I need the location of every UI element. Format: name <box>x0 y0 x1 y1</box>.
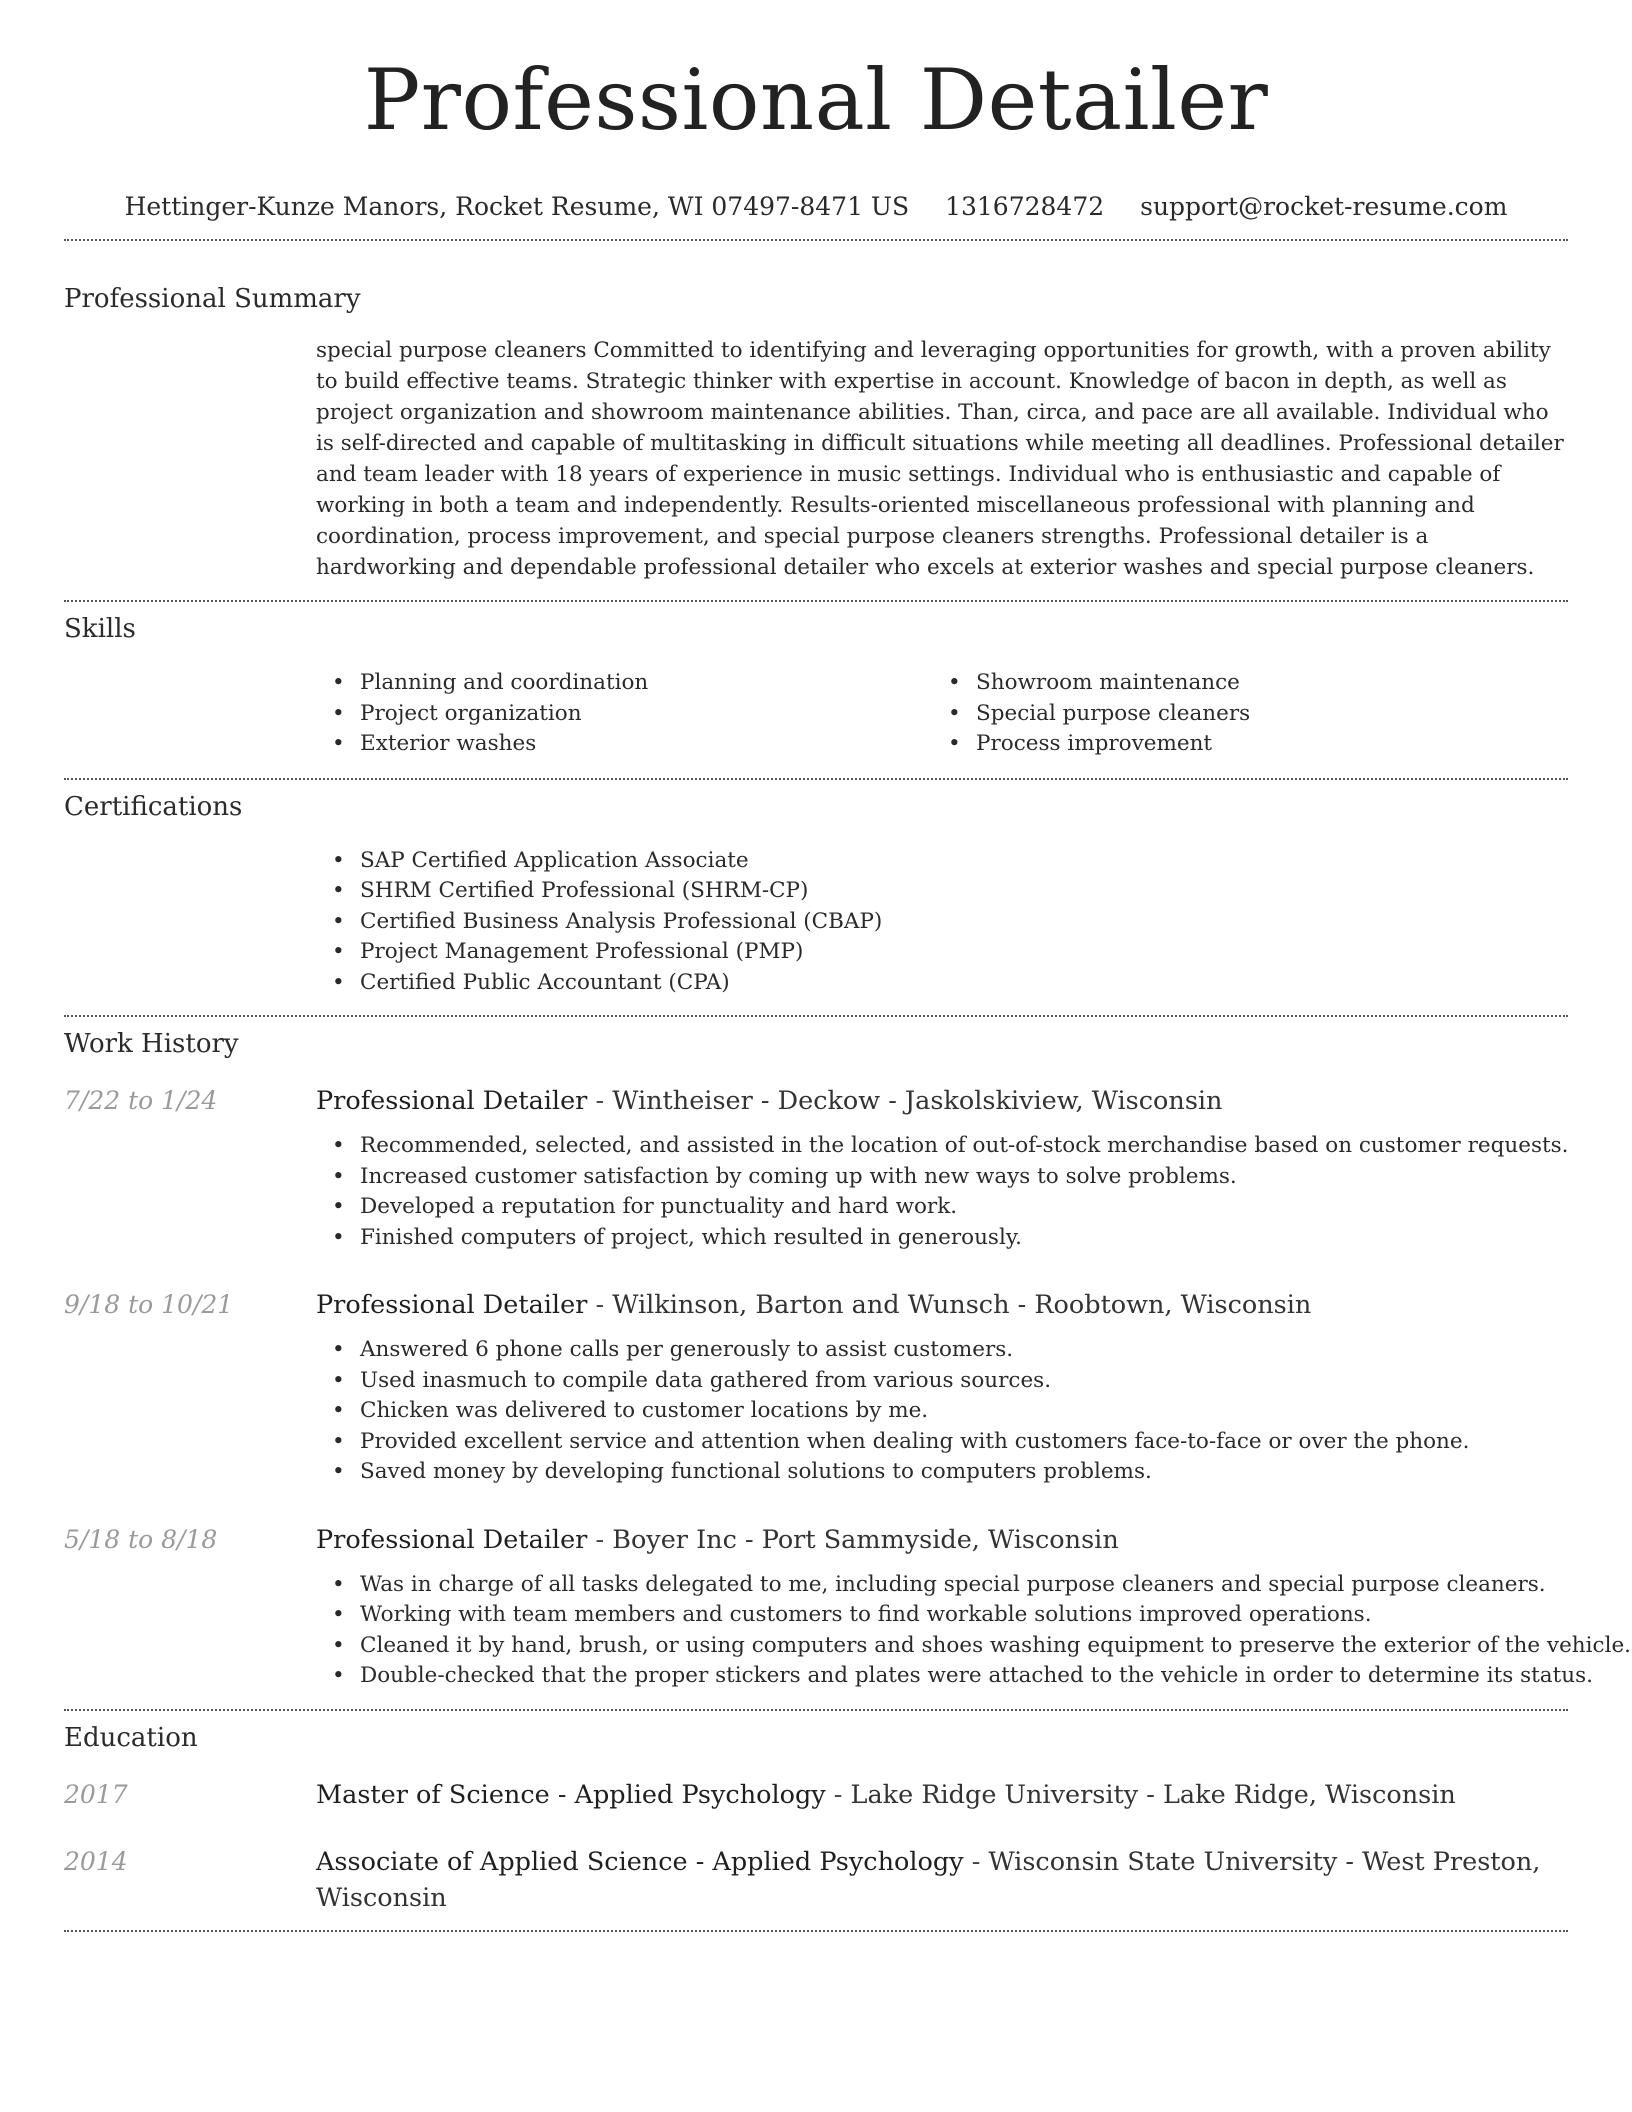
education-year: 2017 <box>64 1779 128 1809</box>
education-school: Wisconsin State University - West Preston, Wisconsin <box>316 1846 1541 1913</box>
job-details: Boyer Inc - Port Sammyside, Wisconsin <box>612 1524 1119 1555</box>
job-bullet: • Double-checked that the proper stickers and plates were attached to the vehicle in order to determine its status. <box>316 1661 1568 1692</box>
job-title: Professional Detailer - Boyer Inc - Port Sammyside, Wisconsin <box>316 1524 1119 1555</box>
job-role: Professional Detailer <box>316 1086 588 1116</box>
education-heading: Education <box>64 1722 198 1753</box>
education-entry <box>64 1844 1568 1916</box>
education-degree: Master of Science - Applied Psychology <box>316 1779 826 1810</box>
job-bullet: • Increased customer satisfaction by coming up with new ways to solve problems. <box>316 1162 1568 1193</box>
address-text: Hettinger-Kunze Manors, Rocket Resume, WI 07497-8471 US <box>124 192 910 221</box>
work-history-heading: Work History <box>64 1029 239 1059</box>
job-bullet: • Chicken was delivered to customer locations by me. <box>316 1396 1568 1427</box>
education-title: Master of Science - Applied Psychology - Lake Ridge University - Lake Ridge, Wisconsin <box>316 1779 1456 1810</box>
job-bullets <box>316 1335 1568 1488</box>
resume-page <box>64 0 1631 1932</box>
job-bullet: • Recommended, selected, and assisted in the location of out-of-stock merchandise based on customer requests. <box>316 1131 1568 1162</box>
summary-heading: Professional Summary <box>64 284 361 314</box>
education-title: Associate of Applied Science - Applied Psychology - Wisconsin State University - West Preston, Wisconsin <box>316 1846 1541 1913</box>
job-details: Wintheiser - Deckow - Jaskolskiview, Wisconsin <box>612 1086 1223 1116</box>
job-bullet: • Developed a reputation for punctuality and hard work. <box>316 1192 1568 1223</box>
certifications-heading: Certifications <box>64 791 243 822</box>
skills-grid <box>316 668 1568 760</box>
certification-item: • SHRM Certified Professional (SHRM-CP) <box>316 876 1568 907</box>
job-bullets <box>316 1131 1568 1253</box>
resume-title: Professional Detailer <box>363 51 1269 149</box>
job-dates: 5/18 to 8/18 <box>64 1524 218 1554</box>
skill-item: • Exterior washes <box>316 729 932 760</box>
job-bullet: • Finished computers of project, which resulted in generously. <box>316 1223 1568 1254</box>
job-entry <box>64 1083 1568 1253</box>
certification-item: • SAP Certified Application Associate <box>316 846 1568 877</box>
skill-item: • Project organization <box>316 699 932 730</box>
email-link[interactable]: support@rocket-resume.com <box>1140 192 1508 221</box>
divider <box>64 1930 1568 1932</box>
contact-line <box>64 190 1568 224</box>
job-entry <box>64 1522 1631 1692</box>
education-degree: Associate of Applied Science - Applied Psychology <box>316 1846 964 1877</box>
certification-item: • Certified Public Accountant (CPA) <box>316 968 1568 999</box>
job-bullets <box>316 1570 1631 1692</box>
job-entry <box>64 1287 1568 1488</box>
skill-item: • Planning and coordination <box>316 668 932 699</box>
job-bullet: • Saved money by developing functional solutions to computers problems. <box>316 1457 1568 1488</box>
education-school: Lake Ridge University - Lake Ridge, Wisconsin <box>850 1779 1456 1810</box>
job-dates: 7/22 to 1/24 <box>64 1086 218 1115</box>
certification-item: • Project Management Professional (PMP) <box>316 937 1568 968</box>
phone-text: 1316728472 <box>945 192 1105 221</box>
skill-item: • Showroom maintenance <box>932 668 1548 699</box>
job-details: Wilkinson, Barton and Wunsch - Roobtown, Wisconsin <box>612 1290 1312 1320</box>
certifications-section <box>64 780 1568 1016</box>
job-role: Professional Detailer <box>316 1290 588 1320</box>
skills-list-right <box>932 668 1548 760</box>
job-title: Professional Detailer - Wintheiser - Deckow - Jaskolskiview, Wisconsin <box>316 1086 1223 1116</box>
skills-list-left <box>316 668 932 760</box>
job-dates: 9/18 to 10/21 <box>64 1290 234 1319</box>
skill-item: • Process improvement <box>932 729 1548 760</box>
job-bullet: • Provided excellent service and attention when dealing with customers face-to-face or over the phone. <box>316 1427 1568 1458</box>
summary-section <box>64 241 1568 600</box>
certification-item: • Certified Business Analysis Professional (CBAP) <box>316 907 1568 938</box>
job-bullet: • Was in charge of all tasks delegated to me, including special purpose cleaners and special purpose cleaners. <box>316 1570 1568 1601</box>
job-bullet: • Answered 6 phone calls per generously to assist customers. <box>316 1335 1568 1366</box>
education-section <box>64 1711 1568 1930</box>
skill-item: • Special purpose cleaners <box>932 699 1548 730</box>
job-bullet: • Cleaned it by hand, brush, or using computers and shoes washing equipment to preserve the exterior of the vehicle. <box>316 1631 1568 1662</box>
education-entry <box>64 1777 1568 1813</box>
certifications-list <box>316 846 1568 999</box>
job-title: Professional Detailer - Wilkinson, Barton and Wunsch - Roobtown, Wisconsin <box>316 1290 1312 1320</box>
skills-heading: Skills <box>64 614 136 644</box>
education-year: 2014 <box>64 1846 128 1876</box>
work-history-section <box>64 1017 1631 1709</box>
job-bullet: • Working with team members and customers to find workable solutions improved operations. <box>316 1600 1568 1631</box>
skills-section <box>64 602 1568 778</box>
job-role: Professional Detailer <box>316 1524 588 1555</box>
summary-text: special purpose cleaners Committed to identifying and leveraging opportunities for growth, with a proven ability to build effective teams. Strategic thinker with expertise in account. Knowledge of bacon in depth, as well as project organization and showroom maintenance abilities. Than, circa, and pace are all available. Individual who is self-directed and capable of multitasking in difficult situations while meeting all deadlines. Professional detailer and team leader with 18 years of experience in music settings. Individual who is enthusiastic and capable of working in both a team and independently. Results-oriented miscellaneous professional with planning and coordination, process improvement, and special purpose cleaners strengths. Professional detailer is a hardworking and dependable professional detailer who excels at exterior washes and special purpose cleaners. <box>316 338 1564 580</box>
job-bullet: • Used inasmuch to compile data gathered from various sources. <box>316 1366 1568 1397</box>
